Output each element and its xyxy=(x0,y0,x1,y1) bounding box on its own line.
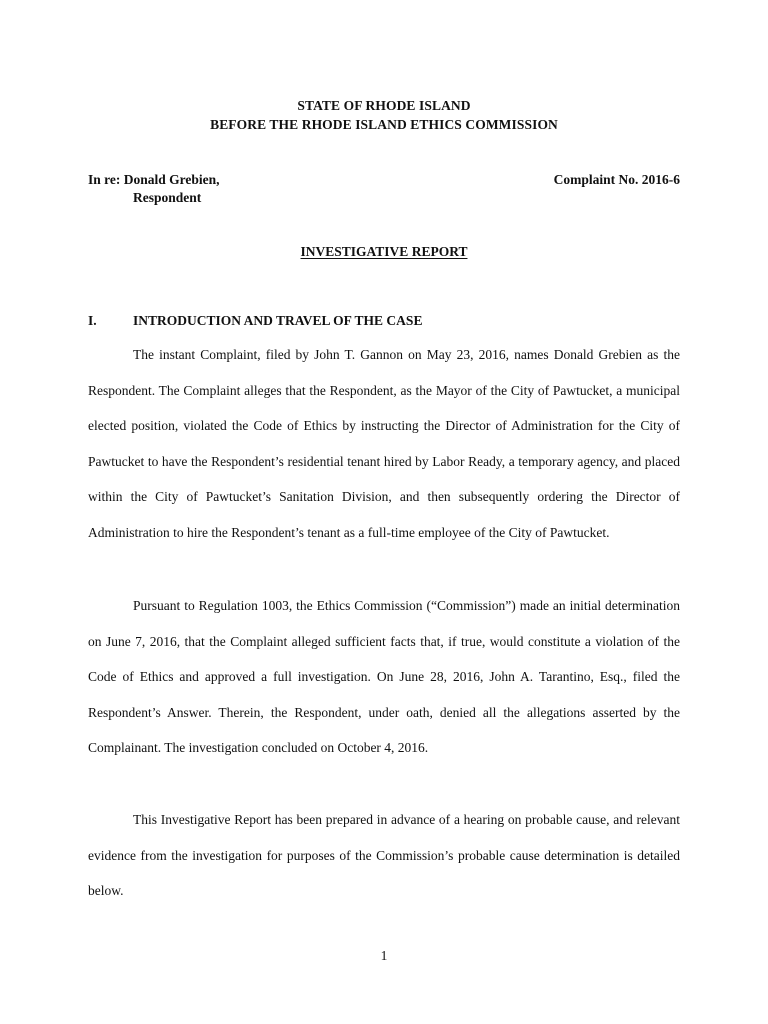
in-re-line: In re: Donald Grebien, xyxy=(88,172,220,187)
commission-heading: BEFORE THE RHODE ISLAND ETHICS COMMISSION xyxy=(210,117,558,132)
state-heading: STATE OF RHODE ISLAND xyxy=(297,98,471,113)
section-title: INTRODUCTION AND TRAVEL OF THE CASE xyxy=(133,313,423,328)
report-title xyxy=(0,244,768,260)
paragraph-2: Pursuant to Regulation 1003, the Ethics Commission (“Commission”) made an initial determination on June 7, 2016, that the Complaint alleged sufficient facts that, if true, would constitute a violation of the Code of Ethics and approved a full investigation. On June 28, 2016, John A. Tarantino, Esq., filed the Respondent’s Answer. Therein, the Respondent, under oath, denied all the allegations asserted by the Complainant. The investigation concluded on October 4, 2016. xyxy=(88,598,680,755)
section-number: I. xyxy=(88,313,97,328)
complaint-number: Complaint No. 2016-6 xyxy=(553,172,680,187)
paragraph-3: This Investigative Report has been prepared in advance of a hearing on probable cause, and relevant evidence from the investigation for purposes of the Commission’s probable cause determination is detailed below. xyxy=(88,812,680,898)
paragraph-1: The instant Complaint, filed by John T. Gannon on May 23, 2016, names Donald Grebien as the Respondent. The Complaint alleges that the Respondent, as the Mayor of the City of Pawtucket, a municipal elected position, violated the Code of Ethics by instructing the Director of Administration for the City of Pawtucket to have the Respondent’s residential tenant hired by Labor Ready, a temporary agency, and placed within the City of Pawtucket’s Sanitation Division, and then subsequently ordering the Director of Administration to hire the Respondent’s tenant as a full-time employee of the City of Pawtucket. xyxy=(88,347,680,540)
report-title-text: INVESTIGATIVE REPORT xyxy=(300,244,468,259)
page-number: 1 xyxy=(380,948,388,963)
respondent-label: Respondent xyxy=(133,190,202,205)
